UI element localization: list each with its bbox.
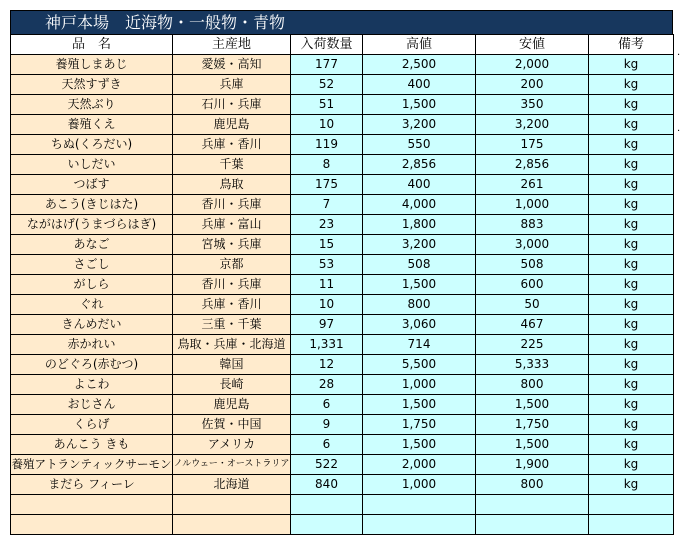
cell-high: 400	[363, 75, 476, 95]
cell-origin: 千葉	[173, 155, 291, 175]
cell-name: ぐれ	[11, 295, 173, 315]
cell-low: 800	[476, 475, 589, 495]
cell-name: がしら	[11, 275, 173, 295]
cell-name: いしだい	[11, 155, 173, 175]
cell-low	[476, 515, 589, 535]
cell-qty: 10	[291, 115, 363, 135]
cell-high: 3,060	[363, 315, 476, 335]
cell-name: つばす	[11, 175, 173, 195]
cell-origin: 鹿児島	[173, 395, 291, 415]
header-name: 品 名	[11, 35, 173, 55]
cell-origin: 兵庫・香川	[173, 135, 291, 155]
cell-name: 養殖しまあじ	[11, 55, 173, 75]
cell-high: 1,000	[363, 375, 476, 395]
table-row	[11, 375, 674, 395]
header-origin: 主産地	[173, 35, 291, 55]
cell-low: 1,000	[476, 195, 589, 215]
cell-origin: 北海道	[173, 475, 291, 495]
cell-origin: 長崎	[173, 375, 291, 395]
cell-low: 350	[476, 95, 589, 115]
header-high: 高値	[363, 35, 476, 55]
cell-qty: 11	[291, 275, 363, 295]
price-table	[10, 34, 674, 535]
cell-high: 3,200	[363, 115, 476, 135]
table-body	[11, 55, 674, 535]
table-row	[11, 255, 674, 275]
table-row	[11, 215, 674, 235]
cell-name: きんめだい	[11, 315, 173, 335]
cell-origin: 鳥取・兵庫・北海道	[173, 335, 291, 355]
cell-qty: 9	[291, 415, 363, 435]
cell-qty: 15	[291, 235, 363, 255]
cell-low: 225	[476, 335, 589, 355]
cell-origin: ノルウェー・オーストラリア	[173, 455, 291, 475]
cell-high: 800	[363, 295, 476, 315]
cell-note: kg	[589, 395, 674, 415]
cell-note: kg	[589, 175, 674, 195]
cell-low: 800	[476, 375, 589, 395]
cell-qty: 23	[291, 215, 363, 235]
cell-low: 508	[476, 255, 589, 275]
cell-name: くらげ	[11, 415, 173, 435]
cell-origin: 愛媛・高知	[173, 55, 291, 75]
cell-high	[363, 495, 476, 515]
cell-high: 508	[363, 255, 476, 275]
cell-low: 50	[476, 295, 589, 315]
cell-origin: 韓国	[173, 355, 291, 375]
table-row	[11, 155, 674, 175]
cell-qty: 10	[291, 295, 363, 315]
price-sheet	[10, 10, 673, 535]
cell-origin: 香川・兵庫	[173, 195, 291, 215]
cell-name: さごし	[11, 255, 173, 275]
header-note: 備考	[589, 35, 674, 55]
cell-name: のどぐろ(赤むつ)	[11, 355, 173, 375]
cell-name: ながはげ(うまづらはぎ)	[11, 215, 173, 235]
cell-note: kg	[589, 55, 674, 75]
cell-name	[11, 515, 173, 535]
cell-high: 1,750	[363, 415, 476, 435]
cell-high: 1,500	[363, 275, 476, 295]
table-row	[11, 295, 674, 315]
cell-origin: 佐賀・中国	[173, 415, 291, 435]
cell-low: 600	[476, 275, 589, 295]
cell-note: kg	[589, 215, 674, 235]
cell-note: kg	[589, 115, 674, 135]
table-row	[11, 195, 674, 215]
cell-note: kg	[589, 455, 674, 475]
cell-note: kg	[589, 295, 674, 315]
table-row	[11, 115, 674, 135]
cell-high: 4,000	[363, 195, 476, 215]
cell-origin: 鳥取	[173, 175, 291, 195]
cell-name: あなご	[11, 235, 173, 255]
table-row	[11, 335, 674, 355]
cell-qty: 52	[291, 75, 363, 95]
cell-high: 1,800	[363, 215, 476, 235]
table-row	[11, 475, 674, 495]
side-tick: ·	[677, 50, 681, 61]
cell-note: kg	[589, 435, 674, 455]
cell-qty: 177	[291, 55, 363, 75]
cell-qty: 53	[291, 255, 363, 275]
cell-name: 天然ぶり	[11, 95, 173, 115]
cell-name: あんこう きも	[11, 435, 173, 455]
cell-high: 400	[363, 175, 476, 195]
cell-qty: 8	[291, 155, 363, 175]
cell-name: 天然すずき	[11, 75, 173, 95]
cell-note: kg	[589, 75, 674, 95]
cell-note: kg	[589, 255, 674, 275]
cell-high: 1,500	[363, 95, 476, 115]
cell-qty: 97	[291, 315, 363, 335]
cell-origin: 兵庫・香川	[173, 295, 291, 315]
cell-low: 5,333	[476, 355, 589, 375]
table-row	[11, 415, 674, 435]
cell-note: kg	[589, 375, 674, 395]
table-row	[11, 135, 674, 155]
cell-name: 養殖アトランティックサーモン	[11, 455, 173, 475]
table-row	[11, 455, 674, 475]
table-row	[11, 55, 674, 75]
table-row	[11, 495, 674, 515]
cell-qty	[291, 515, 363, 535]
cell-low: 1,750	[476, 415, 589, 435]
table-row	[11, 515, 674, 535]
header-qty: 入荷数量	[291, 35, 363, 55]
cell-high: 550	[363, 135, 476, 155]
cell-name: 養殖くえ	[11, 115, 173, 135]
table-row	[11, 355, 674, 375]
cell-qty: 175	[291, 175, 363, 195]
cell-high: 2,500	[363, 55, 476, 75]
cell-name	[11, 495, 173, 515]
cell-origin: 京都	[173, 255, 291, 275]
cell-note: kg	[589, 95, 674, 115]
cell-origin: 兵庫・富山	[173, 215, 291, 235]
cell-low: 2,856	[476, 155, 589, 175]
cell-qty: 1,331	[291, 335, 363, 355]
cell-qty	[291, 495, 363, 515]
cell-low: 2,000	[476, 55, 589, 75]
cell-name: 赤かれい	[11, 335, 173, 355]
cell-low: 467	[476, 315, 589, 335]
cell-qty: 6	[291, 395, 363, 415]
cell-low	[476, 495, 589, 515]
cell-name: ちぬ(くろだい)	[11, 135, 173, 155]
cell-origin: 石川・兵庫	[173, 95, 291, 115]
cell-high	[363, 515, 476, 535]
header-low: 安値	[476, 35, 589, 55]
cell-note: kg	[589, 315, 674, 335]
table-row	[11, 175, 674, 195]
cell-qty: 119	[291, 135, 363, 155]
cell-name: おじさん	[11, 395, 173, 415]
table-row	[11, 75, 674, 95]
cell-note: kg	[589, 475, 674, 495]
cell-high: 3,200	[363, 235, 476, 255]
cell-high: 1,500	[363, 395, 476, 415]
cell-note: kg	[589, 355, 674, 375]
table-row	[11, 315, 674, 335]
sheet-title: 神戸本場 近海物・一般物・青物	[10, 10, 673, 34]
cell-low: 3,200	[476, 115, 589, 135]
cell-note	[589, 515, 674, 535]
cell-note: kg	[589, 195, 674, 215]
cell-low: 1,500	[476, 435, 589, 455]
cell-note: kg	[589, 155, 674, 175]
header-row	[11, 35, 674, 55]
cell-origin: 三重・千葉	[173, 315, 291, 335]
cell-low: 261	[476, 175, 589, 195]
cell-low: 3,000	[476, 235, 589, 255]
cell-note	[589, 495, 674, 515]
cell-name: あこう(きじはた)	[11, 195, 173, 215]
cell-qty: 51	[291, 95, 363, 115]
table-row	[11, 235, 674, 255]
cell-origin: 鹿児島	[173, 115, 291, 135]
table-row	[11, 95, 674, 115]
cell-qty: 840	[291, 475, 363, 495]
cell-origin: 香川・兵庫	[173, 275, 291, 295]
cell-origin: 兵庫	[173, 75, 291, 95]
cell-name: まだら フィーレ	[11, 475, 173, 495]
cell-high: 2,856	[363, 155, 476, 175]
cell-qty: 6	[291, 435, 363, 455]
cell-low: 1,900	[476, 455, 589, 475]
cell-note: kg	[589, 335, 674, 355]
cell-low: 175	[476, 135, 589, 155]
cell-qty: 7	[291, 195, 363, 215]
cell-note: kg	[589, 235, 674, 255]
cell-high: 1,000	[363, 475, 476, 495]
cell-low: 883	[476, 215, 589, 235]
cell-note: kg	[589, 415, 674, 435]
table-row	[11, 275, 674, 295]
cell-high: 5,500	[363, 355, 476, 375]
cell-low: 200	[476, 75, 589, 95]
cell-high: 714	[363, 335, 476, 355]
cell-origin	[173, 515, 291, 535]
cell-note: kg	[589, 275, 674, 295]
cell-low: 1,500	[476, 395, 589, 415]
table-row	[11, 435, 674, 455]
table-row	[11, 395, 674, 415]
cell-qty: 28	[291, 375, 363, 395]
side-tick: ·	[677, 126, 681, 137]
cell-high: 2,000	[363, 455, 476, 475]
cell-high: 1,500	[363, 435, 476, 455]
cell-name: よこわ	[11, 375, 173, 395]
cell-qty: 522	[291, 455, 363, 475]
cell-origin: 宮城・兵庫	[173, 235, 291, 255]
cell-note: kg	[589, 135, 674, 155]
cell-origin: アメリカ	[173, 435, 291, 455]
cell-origin	[173, 495, 291, 515]
cell-qty: 12	[291, 355, 363, 375]
